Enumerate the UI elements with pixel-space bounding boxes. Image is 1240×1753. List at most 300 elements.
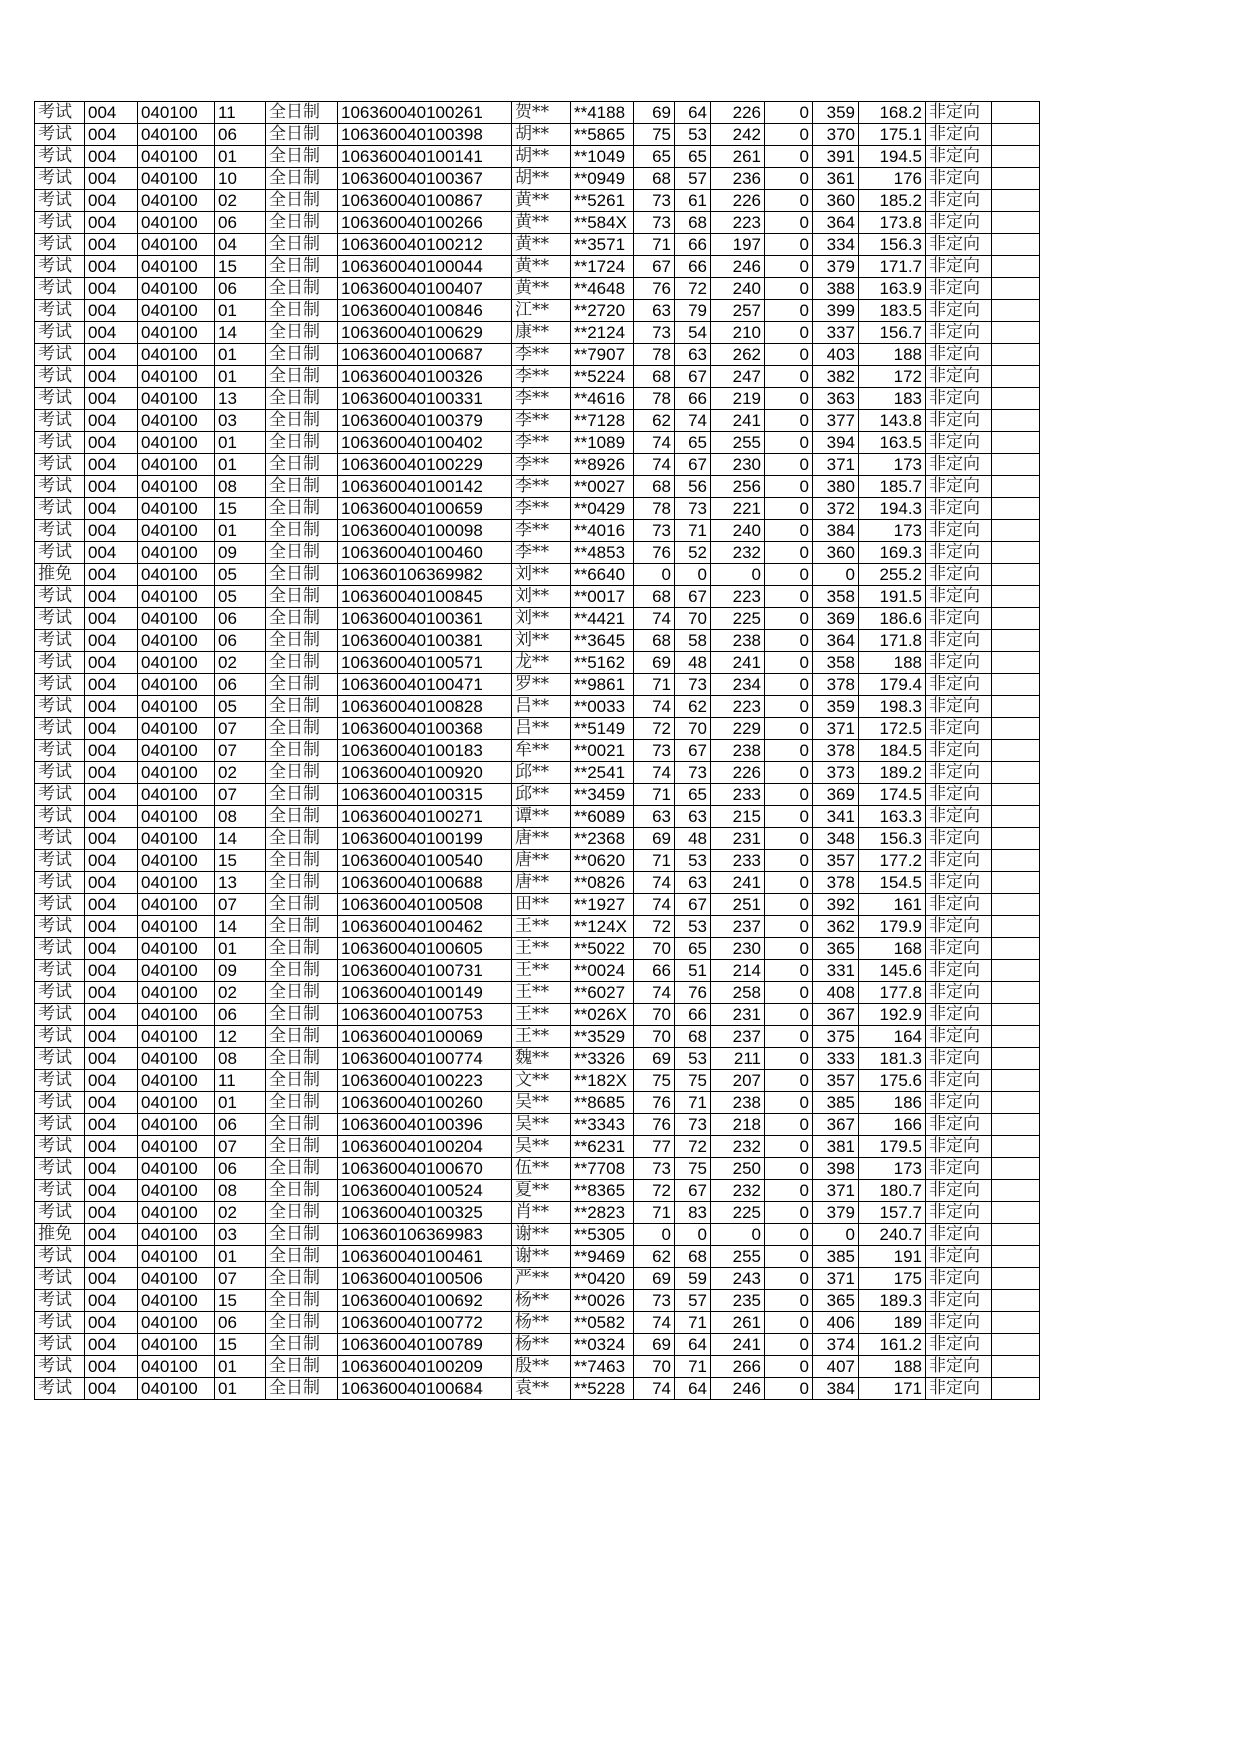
cell-total: 391 [813,146,859,168]
cell-plan: 非定向 [926,1378,992,1400]
cell-type: 考试 [35,1202,85,1224]
cell-exam-id: 106360040100687 [338,344,512,366]
cell-retest: 192.9 [859,1004,926,1026]
cell-exam-id: 106360040100731 [338,960,512,982]
cell-exam-id: 106360040100149 [338,982,512,1004]
cell-type: 考试 [35,1158,85,1180]
cell-score4: 0 [765,916,813,938]
cell-score3: 234 [711,674,765,696]
cell-major-code: 040100 [138,696,215,718]
cell-name: 王** [512,1004,571,1026]
cell-id-suffix: **0420 [571,1268,634,1290]
cell-score3: 223 [711,586,765,608]
cell-id-suffix: **0021 [571,740,634,762]
cell-type: 考试 [35,1268,85,1290]
cell-score4: 0 [765,564,813,586]
cell-name: 邱** [512,784,571,806]
cell-id-suffix: **5224 [571,366,634,388]
cell-dept-code: 004 [85,630,138,652]
cell-total: 370 [813,124,859,146]
cell-name: 吕** [512,718,571,740]
table-row [35,498,1040,520]
cell-score2: 65 [675,432,711,454]
cell-total: 406 [813,1312,859,1334]
cell-score2: 53 [675,916,711,938]
cell-score3: 232 [711,1180,765,1202]
cell-name: 刘** [512,564,571,586]
cell-name: 刘** [512,630,571,652]
cell-direction: 01 [215,938,266,960]
table-row [35,146,1040,168]
cell-score2: 71 [675,1356,711,1378]
cell-exam-id: 106360040100629 [338,322,512,344]
table-row [35,476,1040,498]
cell-exam-id: 106360040100524 [338,1180,512,1202]
cell-major-code: 040100 [138,872,215,894]
cell-direction: 03 [215,1224,266,1246]
cell-name: 王** [512,938,571,960]
cell-score4: 0 [765,762,813,784]
cell-score1: 73 [634,740,675,762]
cell-retest: 171 [859,1378,926,1400]
cell-plan: 非定向 [926,564,992,586]
cell-total: 398 [813,1158,859,1180]
table-body [35,102,1040,1400]
cell-exam-id: 106360040100462 [338,916,512,938]
cell-score1: 74 [634,696,675,718]
cell-total: 385 [813,1246,859,1268]
cell-score4: 0 [765,520,813,542]
cell-dept-code: 004 [85,300,138,322]
cell-name: 文** [512,1070,571,1092]
cell-exam-id: 106360040100571 [338,652,512,674]
table-row [35,1268,1040,1290]
cell-dept-code: 004 [85,1356,138,1378]
cell-type: 考试 [35,1004,85,1026]
cell-dept-code: 004 [85,696,138,718]
cell-score2: 71 [675,520,711,542]
cell-score1: 75 [634,124,675,146]
cell-total: 399 [813,300,859,322]
cell-type: 考试 [35,1092,85,1114]
cell-plan: 非定向 [926,608,992,630]
cell-total: 348 [813,828,859,850]
table-row [35,1070,1040,1092]
cell-plan: 非定向 [926,960,992,982]
cell-note [992,586,1040,608]
cell-total: 371 [813,718,859,740]
cell-name: 李** [512,344,571,366]
cell-exam-id: 106360040100402 [338,432,512,454]
cell-name: 刘** [512,608,571,630]
cell-score2: 61 [675,190,711,212]
cell-direction: 10 [215,168,266,190]
cell-plan: 非定向 [926,894,992,916]
cell-total: 367 [813,1004,859,1026]
cell-score2: 48 [675,652,711,674]
cell-exam-id: 106360040100506 [338,1268,512,1290]
cell-note [992,1180,1040,1202]
cell-id-suffix: **7128 [571,410,634,432]
cell-retest: 173 [859,520,926,542]
cell-total: 0 [813,564,859,586]
cell-score2: 67 [675,1180,711,1202]
cell-exam-id: 106360040100271 [338,806,512,828]
cell-direction: 06 [215,630,266,652]
cell-retest: 188 [859,652,926,674]
cell-exam-id: 106360040100331 [338,388,512,410]
cell-score4: 0 [765,234,813,256]
cell-exam-id: 106360040100774 [338,1048,512,1070]
cell-dept-code: 004 [85,806,138,828]
cell-score4: 0 [765,784,813,806]
cell-total: 378 [813,740,859,762]
cell-id-suffix: **0026 [571,1290,634,1312]
cell-score1: 70 [634,1004,675,1026]
cell-score4: 0 [765,696,813,718]
cell-total: 388 [813,278,859,300]
cell-note [992,982,1040,1004]
cell-plan: 非定向 [926,256,992,278]
cell-retest: 188 [859,344,926,366]
cell-dept-code: 004 [85,256,138,278]
cell-type: 考试 [35,1334,85,1356]
cell-name: 胡** [512,146,571,168]
table-row [35,410,1040,432]
cell-plan: 非定向 [926,102,992,124]
cell-plan: 非定向 [926,1246,992,1268]
table-row [35,1290,1040,1312]
cell-plan: 非定向 [926,1136,992,1158]
cell-plan: 非定向 [926,696,992,718]
cell-exam-id: 106360040100141 [338,146,512,168]
cell-dept-code: 004 [85,322,138,344]
cell-score2: 72 [675,278,711,300]
cell-study-mode: 全日制 [266,982,338,1004]
cell-score2: 73 [675,498,711,520]
cell-note [992,1092,1040,1114]
cell-type: 推免 [35,1224,85,1246]
cell-score4: 0 [765,1114,813,1136]
cell-score4: 0 [765,146,813,168]
cell-score3: 233 [711,850,765,872]
cell-plan: 非定向 [926,542,992,564]
cell-dept-code: 004 [85,1004,138,1026]
cell-type: 考试 [35,366,85,388]
cell-name: 王** [512,1026,571,1048]
cell-note [992,234,1040,256]
cell-note [992,872,1040,894]
cell-score1: 75 [634,1070,675,1092]
cell-note [992,608,1040,630]
cell-type: 考试 [35,1378,85,1400]
cell-type: 考试 [35,520,85,542]
cell-note [992,146,1040,168]
cell-dept-code: 004 [85,652,138,674]
cell-plan: 非定向 [926,190,992,212]
cell-retest: 157.7 [859,1202,926,1224]
cell-type: 考试 [35,652,85,674]
cell-note [992,1246,1040,1268]
cell-score4: 0 [765,608,813,630]
cell-plan: 非定向 [926,806,992,828]
cell-score4: 0 [765,718,813,740]
cell-name: 邱** [512,762,571,784]
cell-score2: 72 [675,1136,711,1158]
cell-direction: 11 [215,1070,266,1092]
cell-direction: 15 [215,1334,266,1356]
cell-note [992,476,1040,498]
cell-score3: 250 [711,1158,765,1180]
cell-study-mode: 全日制 [266,190,338,212]
cell-score4: 0 [765,498,813,520]
cell-dept-code: 004 [85,410,138,432]
cell-direction: 02 [215,982,266,1004]
cell-retest: 240.7 [859,1224,926,1246]
cell-score2: 64 [675,102,711,124]
cell-name: 杨** [512,1290,571,1312]
cell-score4: 0 [765,278,813,300]
cell-major-code: 040100 [138,322,215,344]
cell-id-suffix: **3343 [571,1114,634,1136]
cell-study-mode: 全日制 [266,564,338,586]
cell-direction: 07 [215,1268,266,1290]
cell-exam-id: 106360040100407 [338,278,512,300]
table-row [35,564,1040,586]
cell-score3: 229 [711,718,765,740]
cell-plan: 非定向 [926,146,992,168]
cell-dept-code: 004 [85,586,138,608]
cell-retest: 175.1 [859,124,926,146]
cell-exam-id: 106360040100367 [338,168,512,190]
cell-id-suffix: **3529 [571,1026,634,1048]
cell-score3: 207 [711,1070,765,1092]
table-row [35,1158,1040,1180]
cell-note [992,1224,1040,1246]
cell-dept-code: 004 [85,982,138,1004]
cell-note [992,1202,1040,1224]
cell-major-code: 040100 [138,894,215,916]
table-row [35,960,1040,982]
cell-study-mode: 全日制 [266,740,338,762]
cell-score4: 0 [765,960,813,982]
cell-total: 359 [813,696,859,718]
cell-study-mode: 全日制 [266,432,338,454]
cell-retest: 163.9 [859,278,926,300]
cell-name: 黄** [512,278,571,300]
cell-score1: 74 [634,1312,675,1334]
cell-major-code: 040100 [138,190,215,212]
cell-retest: 161.2 [859,1334,926,1356]
cell-score4: 0 [765,322,813,344]
cell-major-code: 040100 [138,1048,215,1070]
cell-id-suffix: **1089 [571,432,634,454]
table-row [35,432,1040,454]
cell-total: 358 [813,652,859,674]
cell-total: 372 [813,498,859,520]
cell-plan: 非定向 [926,630,992,652]
table-row [35,718,1040,740]
cell-score3: 231 [711,828,765,850]
cell-dept-code: 004 [85,718,138,740]
cell-score2: 64 [675,1334,711,1356]
cell-note [992,718,1040,740]
cell-retest: 188 [859,1356,926,1378]
cell-retest: 185.7 [859,476,926,498]
cell-dept-code: 004 [85,1334,138,1356]
cell-name: 谢** [512,1246,571,1268]
cell-plan: 非定向 [926,1334,992,1356]
cell-study-mode: 全日制 [266,1070,338,1092]
cell-type: 考试 [35,146,85,168]
cell-type: 考试 [35,872,85,894]
cell-id-suffix: **2541 [571,762,634,784]
cell-type: 考试 [35,740,85,762]
cell-exam-id: 106360040100828 [338,696,512,718]
cell-id-suffix: **6231 [571,1136,634,1158]
cell-name: 吴** [512,1114,571,1136]
cell-score1: 74 [634,454,675,476]
cell-id-suffix: **5149 [571,718,634,740]
cell-total: 381 [813,1136,859,1158]
cell-note [992,916,1040,938]
cell-score1: 68 [634,366,675,388]
cell-id-suffix: **4616 [571,388,634,410]
cell-name: 康** [512,322,571,344]
cell-major-code: 040100 [138,740,215,762]
cell-major-code: 040100 [138,586,215,608]
cell-study-mode: 全日制 [266,894,338,916]
cell-study-mode: 全日制 [266,938,338,960]
cell-score3: 235 [711,1290,765,1312]
cell-score2: 71 [675,1092,711,1114]
cell-name: 肖** [512,1202,571,1224]
cell-score1: 77 [634,1136,675,1158]
cell-retest: 173 [859,1158,926,1180]
cell-id-suffix: **2368 [571,828,634,850]
table-row [35,850,1040,872]
cell-retest: 172.5 [859,718,926,740]
cell-study-mode: 全日制 [266,454,338,476]
cell-study-mode: 全日制 [266,652,338,674]
table-row [35,212,1040,234]
cell-major-code: 040100 [138,1334,215,1356]
cell-exam-id: 106360040100142 [338,476,512,498]
cell-retest: 179.9 [859,916,926,938]
cell-score1: 69 [634,1048,675,1070]
cell-total: 357 [813,850,859,872]
cell-score1: 74 [634,1378,675,1400]
cell-score1: 65 [634,146,675,168]
table-row [35,278,1040,300]
cell-total: 385 [813,1092,859,1114]
cell-name: 谭** [512,806,571,828]
cell-id-suffix: **2823 [571,1202,634,1224]
cell-direction: 07 [215,718,266,740]
cell-retest: 179.4 [859,674,926,696]
cell-score3: 221 [711,498,765,520]
cell-retest: 163.5 [859,432,926,454]
cell-total: 365 [813,1290,859,1312]
cell-note [992,696,1040,718]
cell-id-suffix: **8685 [571,1092,634,1114]
cell-dept-code: 004 [85,146,138,168]
cell-plan: 非定向 [926,520,992,542]
cell-retest: 156.3 [859,234,926,256]
cell-study-mode: 全日制 [266,718,338,740]
cell-exam-id: 106360040100379 [338,410,512,432]
cell-major-code: 040100 [138,300,215,322]
cell-score1: 73 [634,212,675,234]
cell-name: 刘** [512,586,571,608]
cell-score1: 68 [634,586,675,608]
cell-plan: 非定向 [926,124,992,146]
cell-direction: 01 [215,454,266,476]
table-row [35,762,1040,784]
cell-score3: 261 [711,1312,765,1334]
cell-id-suffix: **0033 [571,696,634,718]
cell-study-mode: 全日制 [266,1246,338,1268]
cell-type: 考试 [35,300,85,322]
cell-name: 胡** [512,168,571,190]
cell-plan: 非定向 [926,476,992,498]
cell-score2: 79 [675,300,711,322]
cell-dept-code: 004 [85,674,138,696]
cell-type: 考试 [35,212,85,234]
cell-name: 黄** [512,256,571,278]
cell-score1: 74 [634,608,675,630]
cell-direction: 12 [215,1026,266,1048]
cell-name: 李** [512,498,571,520]
cell-retest: 186.6 [859,608,926,630]
cell-study-mode: 全日制 [266,344,338,366]
cell-id-suffix: **4188 [571,102,634,124]
cell-dept-code: 004 [85,432,138,454]
cell-id-suffix: **4853 [571,542,634,564]
cell-score3: 256 [711,476,765,498]
cell-dept-code: 004 [85,454,138,476]
cell-name: 李** [512,454,571,476]
cell-score1: 68 [634,476,675,498]
cell-name: 龙** [512,652,571,674]
table-row [35,652,1040,674]
cell-name: 贺** [512,102,571,124]
cell-total: 378 [813,872,859,894]
cell-score4: 0 [765,1202,813,1224]
cell-id-suffix: **3645 [571,630,634,652]
cell-direction: 09 [215,542,266,564]
cell-id-suffix: **3571 [571,234,634,256]
cell-direction: 06 [215,124,266,146]
cell-score2: 66 [675,256,711,278]
table-row [35,1136,1040,1158]
cell-score2: 68 [675,1026,711,1048]
cell-note [992,1312,1040,1334]
cell-study-mode: 全日制 [266,1004,338,1026]
cell-note [992,388,1040,410]
cell-note [992,1048,1040,1070]
cell-major-code: 040100 [138,542,215,564]
cell-retest: 183 [859,388,926,410]
cell-direction: 01 [215,300,266,322]
cell-dept-code: 004 [85,1378,138,1400]
cell-name: 李** [512,432,571,454]
cell-plan: 非定向 [926,652,992,674]
cell-exam-id: 106360040100605 [338,938,512,960]
cell-id-suffix: **3459 [571,784,634,806]
cell-exam-id: 106360040100326 [338,366,512,388]
cell-major-code: 040100 [138,1070,215,1092]
